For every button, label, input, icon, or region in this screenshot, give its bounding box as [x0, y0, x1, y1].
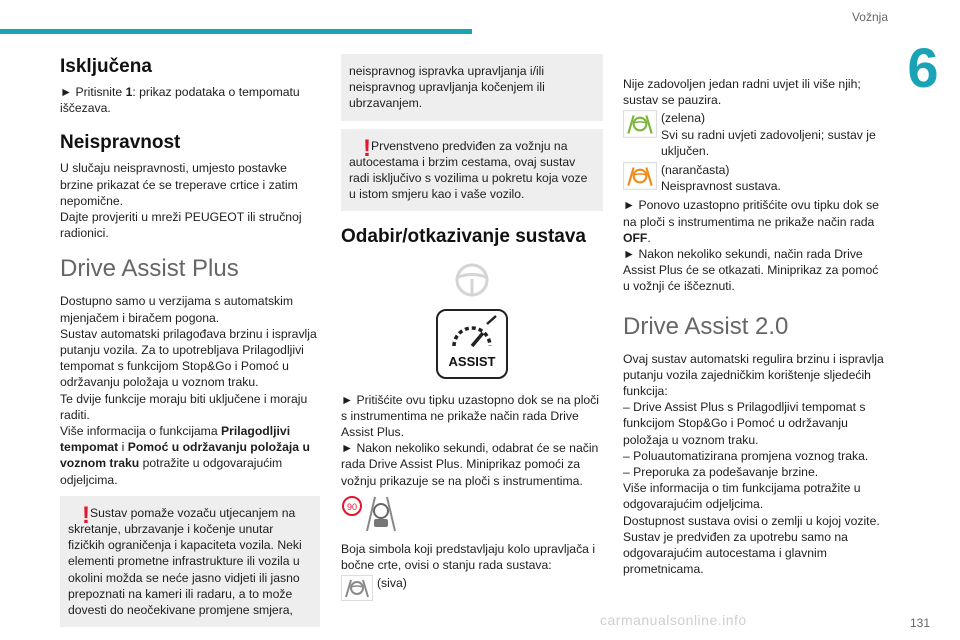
status-green — [623, 110, 885, 159]
heading-drive-assist-plus: Drive Assist Plus — [60, 255, 239, 283]
steering-wheel-grey-icon — [341, 575, 373, 605]
warning-text: Prvenstveno predviđen za vožnju na autocestama i brzim cestama, ovaj sustav radi isključivo s vozilima u pokretu koja voze u istom smjeru kao i vaše vozilo. — [349, 138, 588, 202]
heading-fault: Neispravnost — [60, 132, 181, 154]
warning-icon: ! — [363, 134, 371, 162]
paragraph-da2-7: Sustav je predviđen za upotrebu samo na odgovarajućim autocestama i glavnim prometnicama. — [623, 529, 848, 577]
paragraph-fault-2: Dajte provjeriti u mreži PEUGEOT ili stručnoj radionici. — [60, 210, 302, 241]
page-number: 131 — [909, 616, 930, 630]
section-title: Vožnja — [851, 10, 888, 24]
paragraph-press-1: ► Pritišćite ovu tipku uzastopno dok se na ploči s instrumentima ne prikaže način rada Drive Assist Plus. — [341, 392, 599, 440]
heading-drive-assist-2: Drive Assist 2.0 — [623, 312, 789, 340]
status-grey — [341, 575, 603, 605]
speed-limit-value: 90 — [346, 501, 358, 512]
paragraph-cancel-1: ► Ponovo uzastopno pritišćite ovu tipku dok se na ploči s instrumentima ne prikaže način rada OFF. — [623, 198, 879, 245]
column-2 — [341, 40, 603, 608]
heading-selection: Odabir/otkazivanje sustava — [341, 226, 586, 248]
heading-disabled: Isključena — [60, 56, 152, 77]
paragraph-1: Dostupno samo u verzijama s automatskim mjenjačem i biračem pogona. — [60, 294, 294, 325]
paragraph-4: Više informacija o funkcijama Prilagodljivi tempomat i Pomoć u održavanju položaja u voznom traku potražite u odgovarajućim odjeljcima. — [60, 424, 310, 487]
column-1 — [60, 40, 320, 635]
column-3 — [623, 40, 885, 577]
warning-box-1 — [60, 496, 320, 627]
warning-box-2 — [341, 129, 603, 212]
paragraph-fault-1: U slučaju neispravnosti, umjesto postavke brzine prikazat će se treperave crtice i zatim nepomične. — [60, 161, 298, 208]
paragraph-da2-5: Više informacija o tim funkcijama potražite u odgovarajućim odjeljcima. — [623, 481, 861, 512]
paragraph-da2-3: – Poluautomatizirana promjena voznog traka. — [623, 448, 869, 463]
paragraph-disabled: ► Pritisnite 1: prikaz podataka o tempomatu iščezava. — [60, 85, 300, 116]
paragraph-press-2: ► Nakon nekoliko sekundi, odabrat će se način rada Drive Assist Plus. Miniprikaz pomoći za vožnju prikazuje se na ploči s instrumentima. — [341, 441, 599, 488]
header-accent-bar — [0, 29, 472, 34]
assist-label: ASSIST — [448, 353, 496, 369]
chapter-number: 6 — [907, 36, 939, 99]
paragraph-da2-1: Ovaj sustav automatski regulira brzinu i ispravlja putanju vozila zajedničkim korištenje sljedećih funkcija: — [623, 351, 884, 399]
assist-button-icon — [341, 308, 603, 380]
paragraph-symbol-colors: Boja simbola koji predstavljaju kolo upravljača i bočne crte, ovisi o stanju rada sustava: — [341, 541, 596, 573]
status-green-desc: Svi su radni uvjeti zadovoljeni; sustav je uključen. — [661, 127, 876, 158]
warning-icon: ! — [82, 501, 90, 529]
status-orange-desc: Neispravnost sustava. — [661, 179, 781, 194]
status-orange — [623, 162, 885, 194]
paragraph-da2-4: – Preporuka za podešavanje brzine. — [623, 465, 819, 480]
watermark: carmanualsonline.info — [600, 612, 747, 628]
paragraph-da2-6: Dostupnost sustava ovisi o zemlji u kojoj vozite. — [623, 513, 880, 528]
paragraph-da2-2: – Drive Assist Plus s Prilagodljivi tempomat s funkcijom Stop&Go i Pomoć u održavanju položaja u voznom traku. — [623, 400, 866, 447]
status-green-label: (zelena) — [661, 111, 706, 126]
status-orange-label: (narančasta) — [661, 163, 730, 178]
status-grey-label: (siva) — [377, 576, 407, 591]
steering-wheel-green-icon — [623, 110, 657, 142]
steering-wheel-icon — [341, 260, 603, 300]
cluster-mini-display — [341, 493, 603, 533]
steering-wheel-orange-icon — [623, 162, 657, 194]
warning-text-continued: neispravnog ispravka upravljanja i/ili neispravnog upravljanja kočenjem ili ubrzavanjem. — [349, 64, 545, 111]
paragraph-cancel-2: ► Nakon nekoliko sekundi, način rada Drive Assist Plus će se otkazati. Miniprikaz za pomoć u vožnji će iščeznuti. — [623, 247, 879, 294]
paragraph-3: Te dvije funkcije moraju biti uključene i moraju raditi. — [60, 391, 308, 422]
paragraph-2: Sustav automatski prilagođava brzinu i ispravlja putanju vozila. Za to upotrebljava Prilagodljivi tempomat s funkcijom Stop&Go i Pomoć u održavanju položaja u voznom traku. — [60, 326, 317, 390]
warning-text: Sustav pomaže vozaču utjecanjem na skretanje, ubrzavanje i kočenje unutar fizičkih ograničenja i kapaciteta vozila. Neki elementi prometne infrastrukture ili vozila u okolini možda se neće jasno vidjeti ili jasno prepoznati na kameri ili radaru, a to može dovesti do neočekivane promjene smjera, — [68, 505, 302, 618]
paragraph-paused: Nije zadovoljen jedan radni uvjet ili više njih; sustav se pauzira. — [623, 77, 861, 108]
warning-box-continued — [341, 54, 603, 121]
